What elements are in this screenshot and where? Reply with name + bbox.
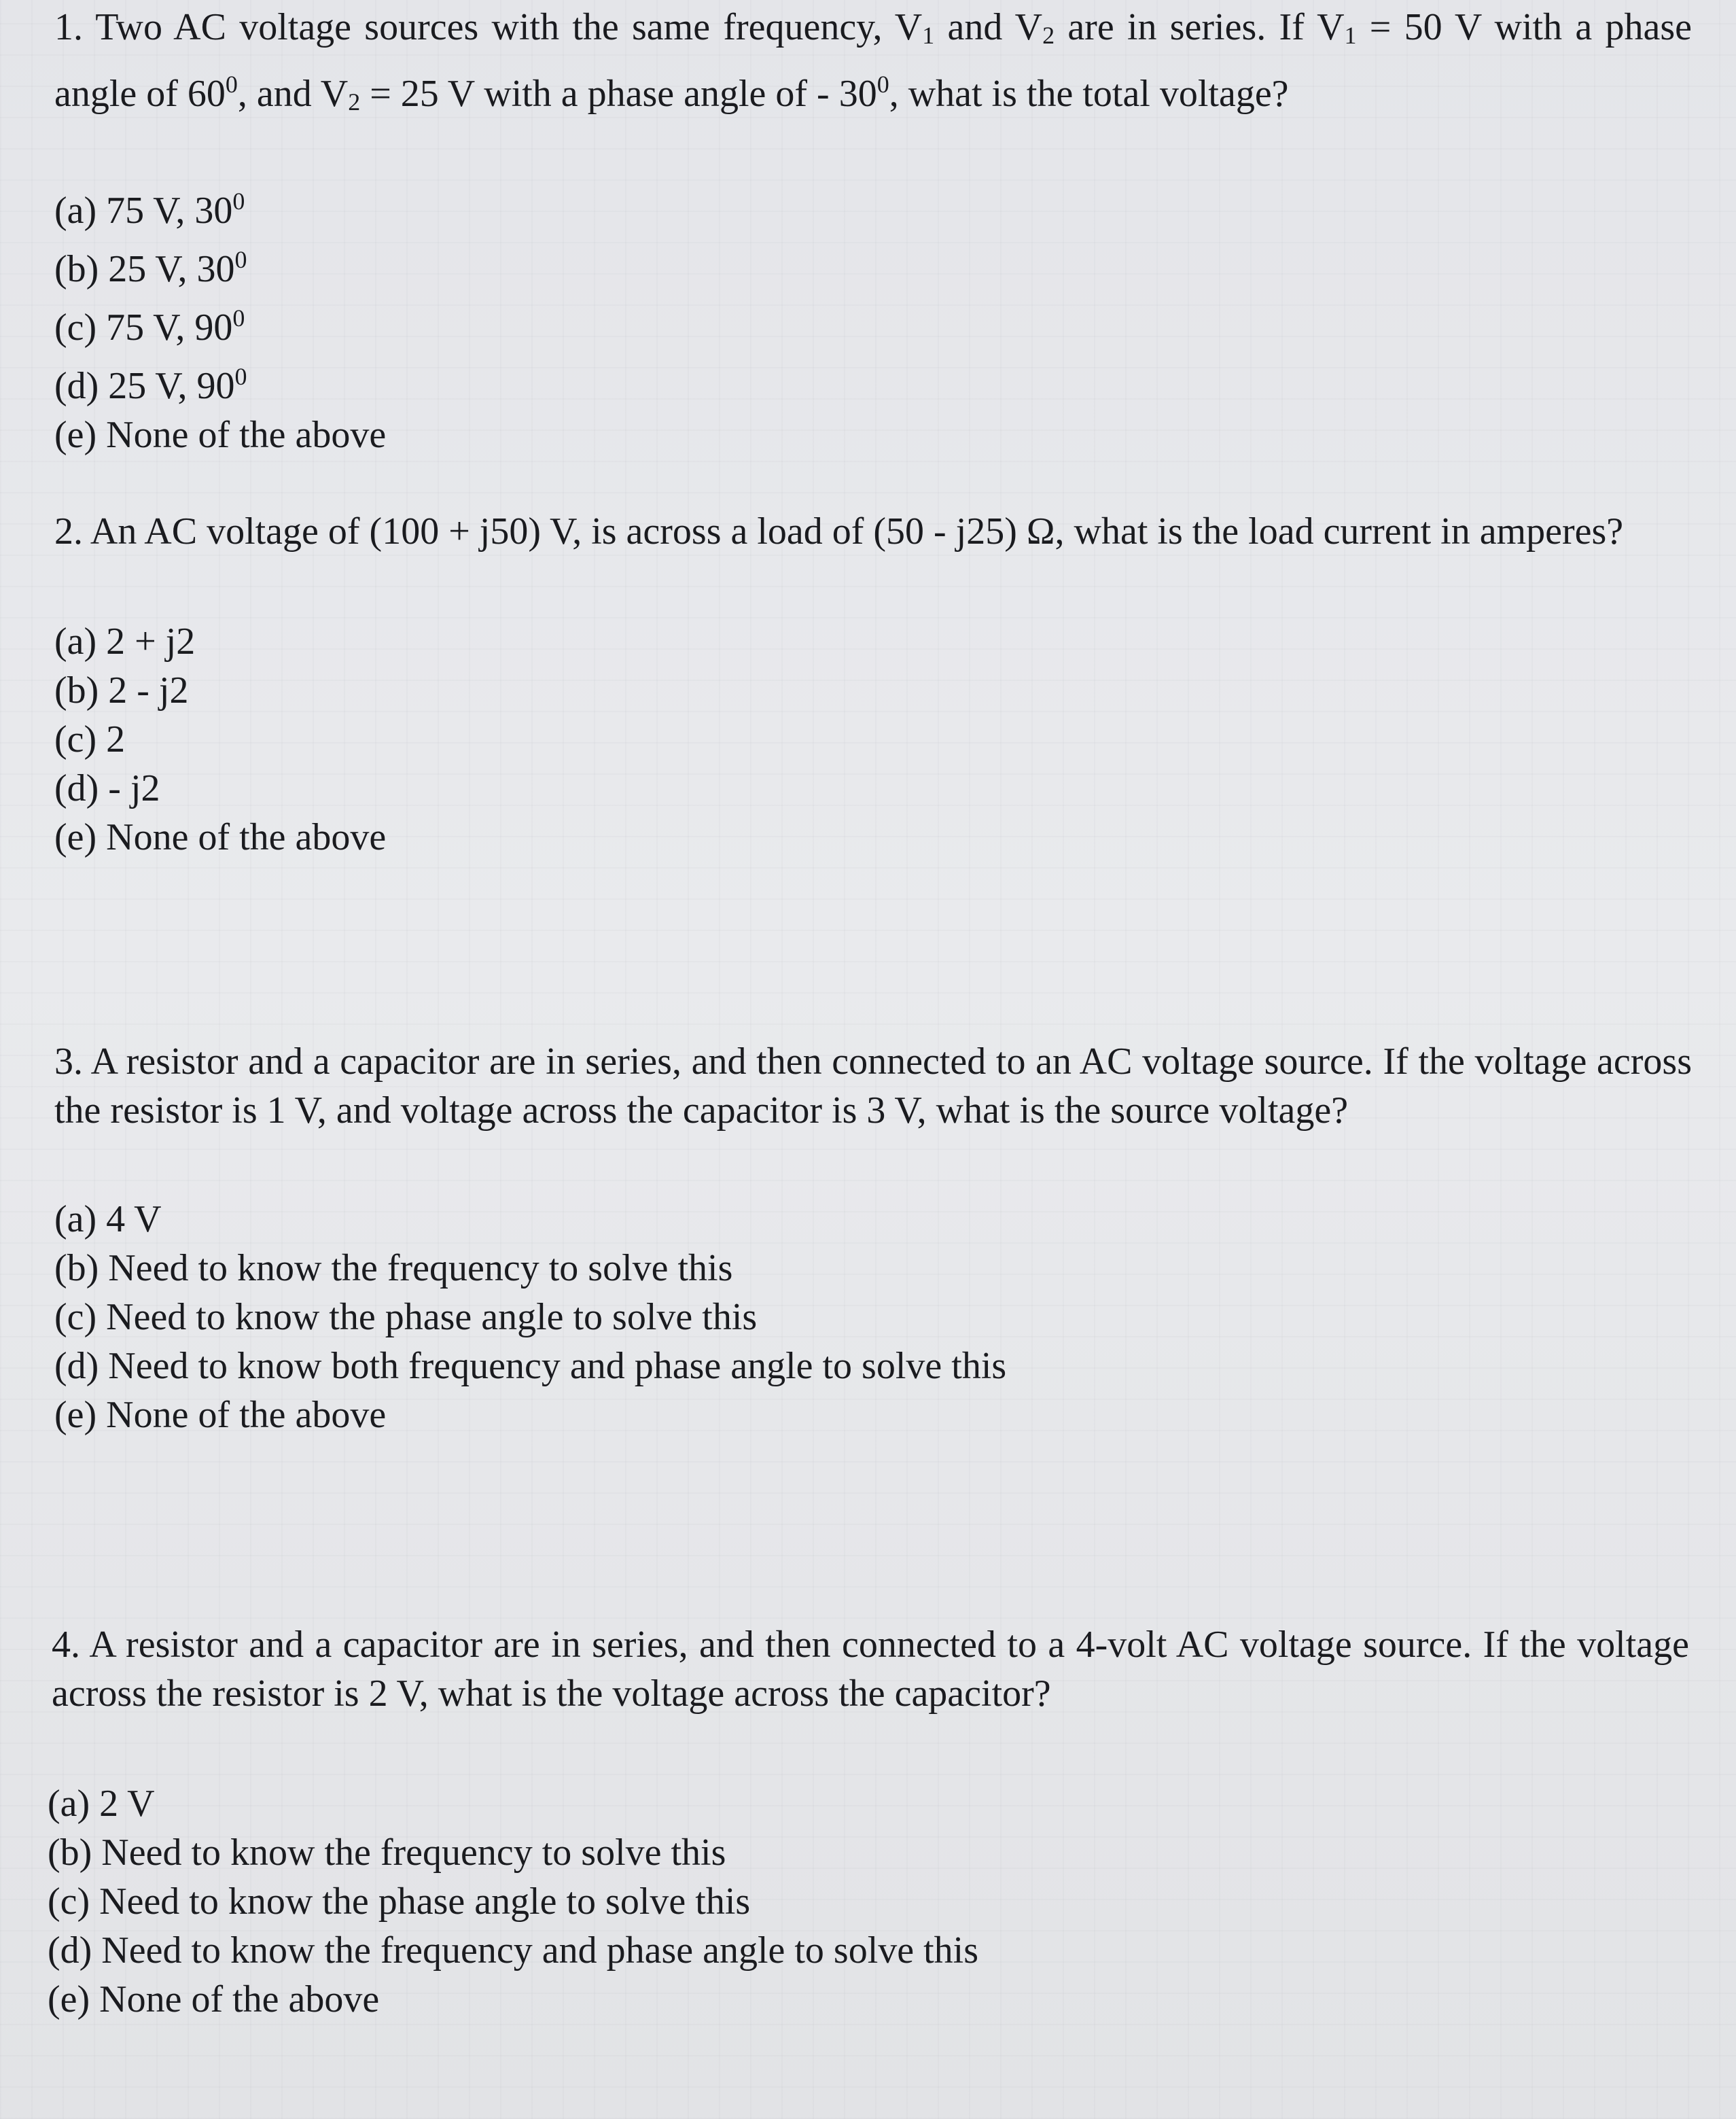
answer-option-a bbox=[54, 177, 1692, 235]
question-1-options bbox=[54, 177, 1692, 459]
question-4-options bbox=[48, 1779, 1689, 2024]
stem-text: Two AC voltage sources with the same frequency, V bbox=[95, 6, 923, 48]
answer-option-d: (d) Need to know the frequency and phase angle to solve this bbox=[48, 1929, 979, 1972]
answer-option-c bbox=[54, 294, 1692, 352]
question-3-number: 3. bbox=[54, 1040, 83, 1083]
answer-option-a: (a) 2 V bbox=[48, 1783, 155, 1825]
stem-text: , and V bbox=[237, 73, 349, 115]
subscript: 2 bbox=[348, 88, 361, 116]
question-3 bbox=[54, 1037, 1692, 1439]
stem-text: = 50 V with a phase angle of 60 bbox=[54, 6, 1692, 115]
answer-option-e bbox=[54, 410, 1692, 459]
question-1 bbox=[54, 3, 1692, 459]
question-3-stem bbox=[54, 1037, 1692, 1135]
question-4 bbox=[48, 1620, 1689, 2024]
subscript: 1 bbox=[922, 22, 935, 49]
option-text: (a) 75 V, 30 bbox=[54, 190, 233, 232]
stem-text: and V bbox=[934, 6, 1043, 48]
stem-text: An AC voltage of (100 + j50) V, is across a load of (50 - j25) Ω, what is the load current in amperes? bbox=[90, 510, 1624, 553]
stem-text: A resistor and a capacitor are in series, and then connected to an AC voltage source. If the voltage across the resistor is 1 V, and voltage across the capacitor is 3 V, what is the source voltage? bbox=[54, 1040, 1693, 1132]
answer-option-a: (a) 4 V bbox=[54, 1198, 162, 1240]
question-1-stem bbox=[54, 3, 1692, 126]
answer-option-c: (c) 2 bbox=[54, 718, 126, 760]
option-text: (d) 25 V, 90 bbox=[54, 365, 235, 407]
answer-option-b: (b) Need to know the frequency to solve this bbox=[54, 1247, 733, 1289]
question-2-number: 2. bbox=[54, 510, 83, 553]
subscript: 1 bbox=[1344, 22, 1357, 49]
stem-text: , what is the total voltage? bbox=[889, 73, 1289, 115]
question-4-number: 4. bbox=[52, 1624, 80, 1666]
answer-option-b: (b) Need to know the frequency to solve this bbox=[48, 1832, 726, 1874]
superscript: 0 bbox=[232, 188, 245, 215]
question-2 bbox=[54, 507, 1692, 862]
option-text: (b) 25 V, 30 bbox=[54, 248, 235, 290]
question-3-options bbox=[54, 1195, 1692, 1439]
question-1-number: 1. bbox=[54, 6, 83, 48]
answer-option-d: (d) - j2 bbox=[54, 767, 160, 809]
answer-option-d: (d) Need to know both frequency and phase angle to solve this bbox=[54, 1345, 1007, 1387]
stem-text: = 25 V with a phase angle of - 30 bbox=[360, 73, 877, 115]
answer-option-d bbox=[54, 352, 1692, 410]
answer-option-c: (c) Need to know the phase angle to solve this bbox=[54, 1296, 758, 1338]
subscript: 2 bbox=[1042, 22, 1055, 49]
option-text: (e) None of the above bbox=[54, 414, 387, 456]
question-2-stem bbox=[54, 507, 1692, 556]
question-4-stem bbox=[52, 1620, 1689, 1718]
option-text: (c) 75 V, 90 bbox=[54, 307, 233, 349]
answer-option-e: (e) None of the above bbox=[54, 1394, 387, 1436]
answer-option-c: (c) Need to know the phase angle to solve this bbox=[48, 1880, 751, 1923]
question-2-options bbox=[54, 617, 1692, 862]
answer-option-a: (a) 2 + j2 bbox=[54, 620, 196, 663]
answer-option-b: (b) 2 - j2 bbox=[54, 669, 189, 712]
superscript: 0 bbox=[234, 363, 247, 390]
answer-option-b bbox=[54, 235, 1692, 294]
superscript: 0 bbox=[225, 71, 238, 98]
stem-text: A resistor and a capacitor are in series, and then connected to a 4-volt AC voltage source. If the voltage across the resistor is 2 V, what is the voltage across the capacitor? bbox=[52, 1624, 1689, 1715]
stem-text: are in series. If V bbox=[1055, 6, 1345, 48]
superscript: 0 bbox=[232, 304, 245, 332]
superscript: 0 bbox=[234, 246, 247, 273]
superscript: 0 bbox=[876, 71, 889, 98]
answer-option-e: (e) None of the above bbox=[54, 816, 387, 858]
answer-option-e: (e) None of the above bbox=[48, 1978, 380, 2020]
